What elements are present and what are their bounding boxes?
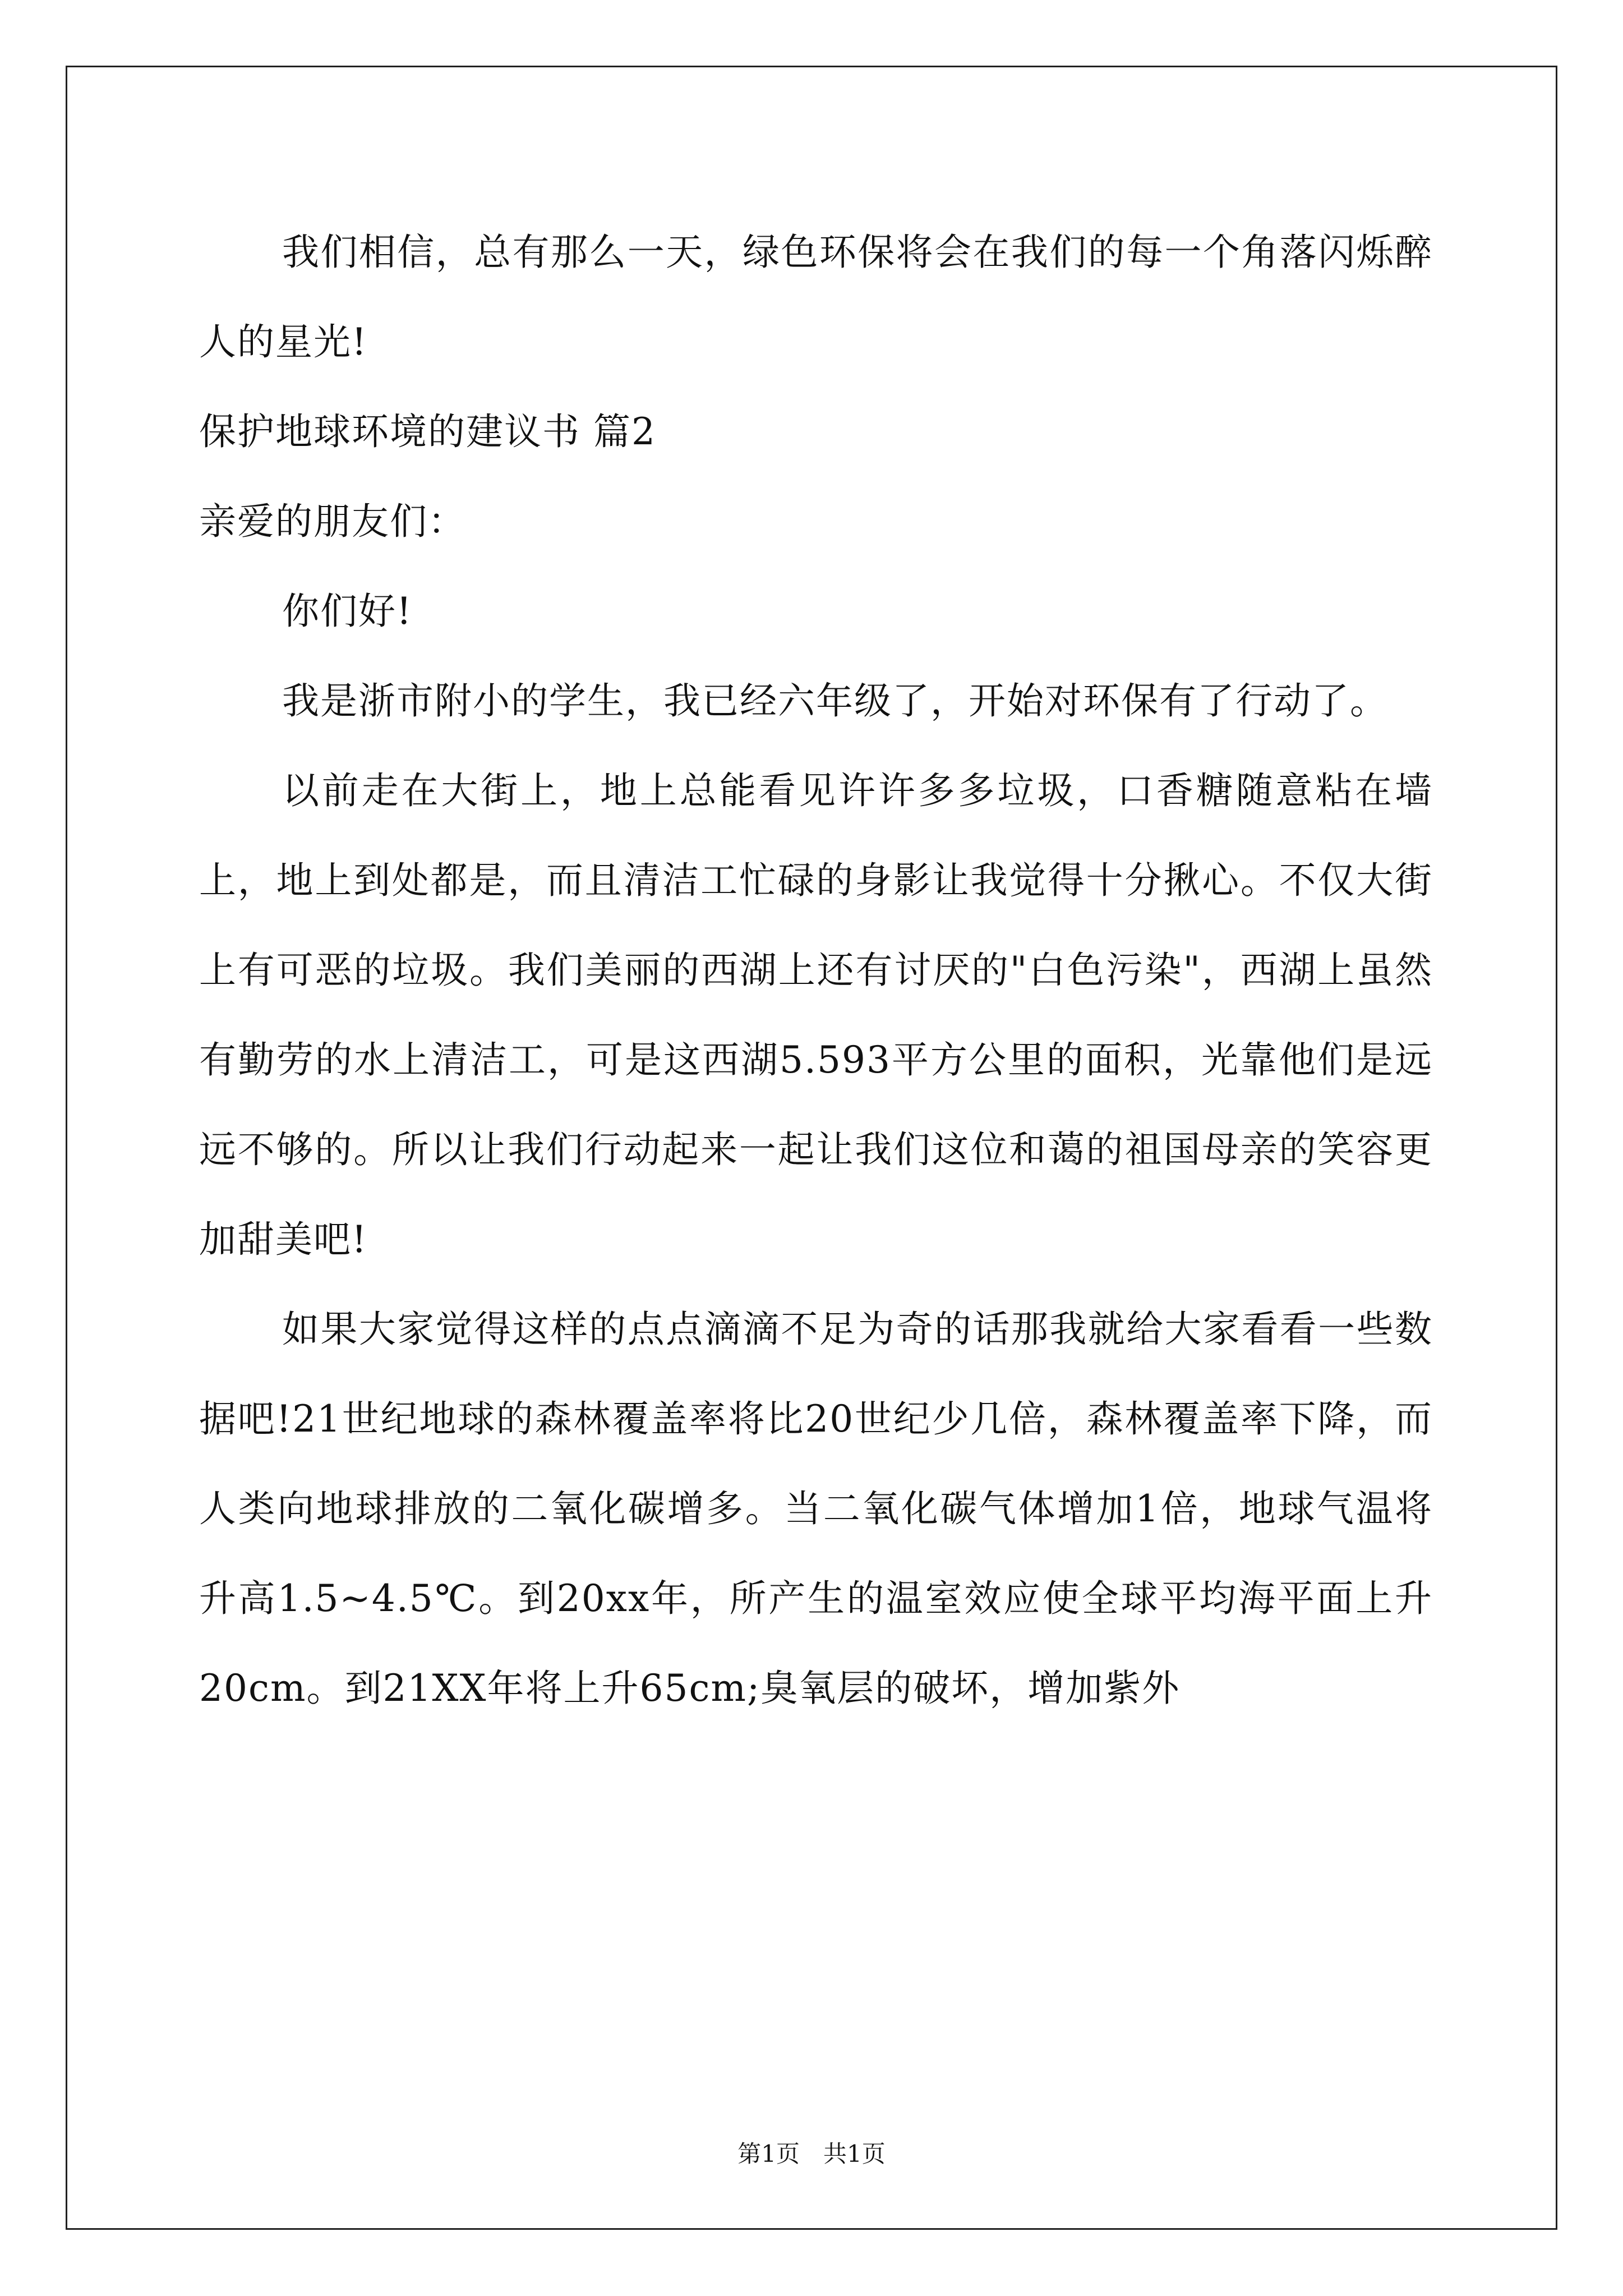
section-heading: 保护地球环境的建议书 篇2 <box>199 410 656 453</box>
paragraph-closing: 我们相信，总有那么一天，绿色环保将会在我们的每一个角落闪烁醉人的星光! <box>199 231 1433 364</box>
salutation: 亲爱的朋友们： <box>199 500 466 543</box>
paragraph-street-litter: 以前走在大街上，地上总能看见许许多多垃圾，口香糖随意粘在墙上，地上到处都是，而且清洁工忙碌的身影让我觉得十分揪心。不仅大街上有可恶的垃圾。我们美丽的西湖上还有讨厌的"白色污染"，西湖上虽然有勤劳的水上清洁工，可是这西湖5.593平方公里的面积，光靠他们是远远不够的。所以让我们行动起来一起让我们这位和蔼的祖国母亲的笑容更加甜美吧! <box>199 769 1433 1261</box>
greeting: 你们好! <box>282 590 413 633</box>
paragraph-intro: 我是浙市附小的学生，我已经六年级了，开始对环保有了行动了。 <box>282 679 1388 723</box>
document-body <box>199 208 1433 1733</box>
paragraph-data: 如果大家觉得这样的点点滴滴不足为奇的话那我就给大家看看一些数据吧!21世纪地球的森林覆盖率将比20世纪少几倍，森林覆盖率下降，而人类向地球排放的二氧化碳增多。当二氧化碳气体增加1倍，地球气温将升高1.5~4.5℃。到20xx年，所产生的温室效应使全球平均海平面上升20cm。到21XX年将上升65cm;臭氧层的破坏，增加紫外 <box>199 1308 1433 1710</box>
page-footer: 第1页 共1页 <box>737 2140 886 2168</box>
